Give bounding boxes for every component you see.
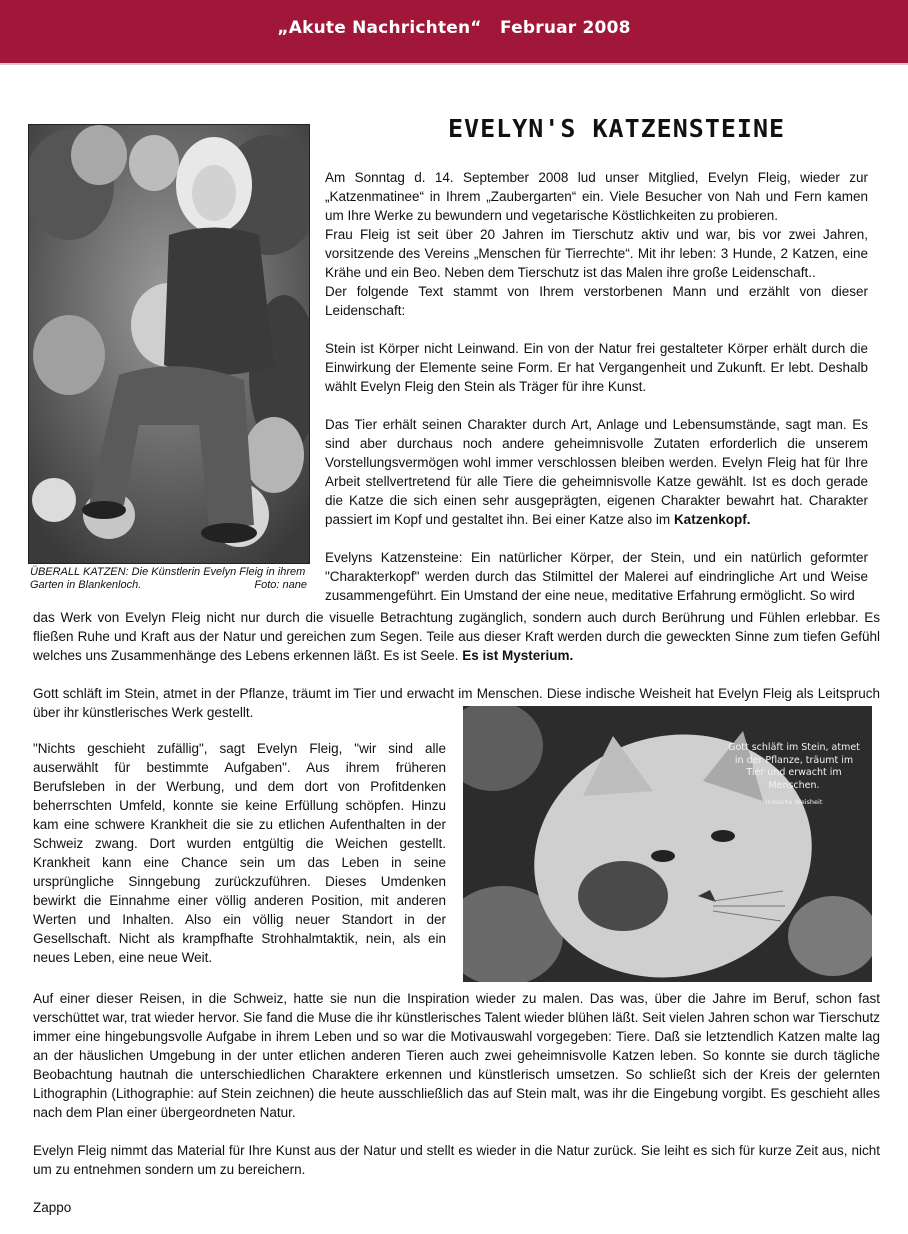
caption-text: ÜBERALL KATZEN: Die Künstlerin Evelyn Fleig in ihrem Garten in Blankenloch. xyxy=(30,566,306,591)
quote-text: Gott schläft im Stein, atmet in der Pflanze, träumt im Tier und erwacht im Menschen. xyxy=(728,742,860,791)
signature: Zappo xyxy=(33,1200,72,1215)
paragraph: Frau Fleig ist seit über 20 Jahren im Tierschutz aktiv und war, bis vor zwei Jahren, vorsitzende des Vereins „Menschen für Tierrechte“. Mit ihr leben: 3 Hunde, 2 Katzen, eine Krähe und ein Beo. Neben dem Tierschutz ist das Malen ihre große Leidenschaft.. xyxy=(325,227,868,280)
paragraph xyxy=(33,608,880,665)
paragraph: Gott schläft im Stein, atmet in der Pflanze, träumt im Tier und erwacht im Menschen. Diese indische Weisheit hat Evelyn Fleig als Leitspruch über ihr künstlerisches Werk gestellt. xyxy=(33,686,880,720)
cat-stone-photo xyxy=(463,706,872,982)
paragraph-bold: Katzenkopf. xyxy=(673,512,751,527)
bottom-column xyxy=(33,989,880,1217)
left-column xyxy=(33,739,446,967)
quote-source: Indische Weisheit xyxy=(765,798,823,806)
paragraph: Evelyn Fleig nimmt das Material für Ihre Kunst aus der Natur und stellt es wieder in die Natur zurück. Sie leiht es sich für kurze Zeit aus, nicht um zu entnehmen sondern um zu bereichern. xyxy=(33,1143,880,1177)
paragraph xyxy=(325,415,868,529)
artist-photo xyxy=(28,124,310,564)
article-title: EVELYN'S KATZENSTEINE xyxy=(448,114,786,143)
quote-overlay xyxy=(728,742,860,809)
paragraph: Stein ist Körper nicht Leinwand. Ein von der Natur frei gestalteter Körper erhält durch die Einwirkung der Elemente seine Form. Er hat Vergangenheit und Zukunft. Er lebt. Deshalb wählt Evelyn Fleig den Stein als Träger für ihre Kunst. xyxy=(325,341,868,394)
intro-column xyxy=(325,168,868,605)
paragraph-bold: Es ist Mysterium. xyxy=(462,648,574,663)
header-title: „Akute Nachrichten“ Februar 2008 xyxy=(277,17,631,38)
paragraph-text: Das Tier erhält seinen Charakter durch Art, Anlage und Lebensumstände, sagt man. Es sind aber durchaus noch andere geheimnisvolle Zutaten erforderlich die unserem Vorstellungsvermögen wohl immer verschlossen bleiben werden. Evelyn Fleig hat für Ihre Arbeit stellvertretend für alle Tiere die geheimnisvolle Katze gewählt. Ist es doch gerade die Katze die sich einen sehr ausgeprägten, eigenen Charakter bewahrt hat. Charakter passiert im Kopf und gestaltet ihn. Bei einer Katze also im xyxy=(325,417,868,527)
paragraph: Evelyns Katzensteine: Ein natürlicher Körper, der Stein, und ein natürlich geformter "Charakterkopf" werden durch das Stilmittel der Malerei auf eindringliche Art und Weise zusammengeführt. Ein Umstand der eine neue, meditative Erfahrung ermöglicht. So wird xyxy=(325,550,868,603)
photo-credit: Foto: nane xyxy=(254,579,307,591)
paragraph: Am Sonntag d. 14. September 2008 lud unser Mitglied, Evelyn Fleig, wieder zur „Katzenmatinee“ in Ihrem „Zaubergarten“ ein. Viele Besucher von Nah und Fern kamen um Ihre Werke zu bewundern und vegetarische Köstlichkeiten zu probieren. xyxy=(325,170,868,223)
paragraph-text: das Werk von Evelyn Fleig nicht nur durch die visuelle Betrachtung zugänglich, sondern auch durch Berührung und Fühlen erlebbar. Es fließen Ruhe und Kraft aus der Natur und gereichen zum Segen. Teile aus dieser Kraft werden durch die geweckten Sinne zum tiefen Gefühl welches uns Zusammenhänge des Lebens erkennen läßt. Es ist Seele. xyxy=(33,610,880,663)
header-bar xyxy=(0,0,908,65)
paragraph: Der folgende Text stammt von Ihrem verstorbenen Mann und erzählt von dieser Leidenschaft: xyxy=(325,284,868,318)
paragraph: "Nichts geschieht zufällig", sagt Evelyn Fleig, "wir sind alle auserwählt für bestimmte Aufgaben". Aus ihrem früheren Berufsleben in der Werbung, und dem dort von Profitdenken beherrschten Umfeld, konnte sie keine Erfüllung schöpfen. Hinzu kam eine schwere Krankheit die sie zu etlichen Aufenthalten in der Schweiz zwang. Dort wurden entgültig die Weichen gestellt. Krankheit kann eine Chance sein um das Leben in seine ursprüngliche Sinngebung zurückzuführen. Dieses Umdenken bewirkt die Einnahme einer völlig anderen Position, mit anderen Werten und Inhalten. Also ein völlig neuer Standort in der Gesellschaft. Nicht als krampfhafte Strohhalmtaktik, nein, als ein neues Leben, eine neue Weit. xyxy=(33,741,446,965)
full-column xyxy=(33,608,880,722)
paragraph: Auf einer dieser Reisen, in die Schweiz, hatte sie nun die Inspiration wieder zu malen. Das was, über die Jahre im Beruf, schon fast verschüttet war, trat wieder hervor. Sie fand die Muse die ihr künstlerisches Talent wieder blühen läßt. Seit vielen Jahren schon war Tierschutz immer eine hingebungsvolle Aufgabe in ihrem Leben und so war die Motivauswahl vorgegeben: Tiere. Daß sie letztendlich Katzen malte lag an der häuslichen Umgebung in der unter etlichen anderen Tieren auch zwei geheimnisvolle Katzen leben. So konnte sie durch tägliche Beobachtung hautnah die unterschiedlichen Charaktere erkennen und künstlerisch umsetzen. So schließt sich der Kreis der gelernten Lithographin (Lithographie: auf Stein zeichnen) die heute ausschließlich das auf Stein malt, was ihr die Eingebung vorgibt. Es geschieht alles nach dem Plan einer übergeordneten Natur. xyxy=(33,991,880,1120)
photo-caption xyxy=(30,566,310,592)
